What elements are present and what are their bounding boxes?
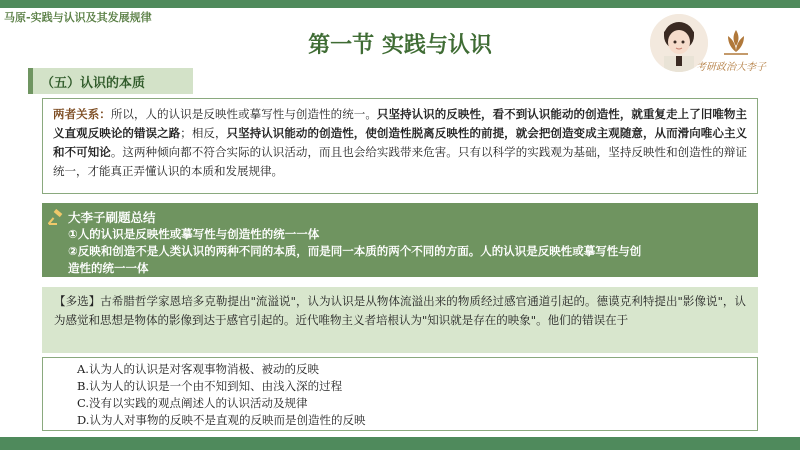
option-b[interactable]: B.认为人的认识是一个由不知到知、由浅入深的过程 [77,379,343,393]
option-c[interactable]: C.没有以实践的观点阐述人的认识活动及规律 [77,396,308,410]
section-heading [28,68,193,94]
breadcrumb: 马原-实践与认识及其发展规律 [4,11,152,24]
summary-title: 大李子刷题总结 [68,210,156,225]
option-d[interactable]: D.认为人对事物的反映不是直观的反映而是创造性的反映 [77,413,366,427]
option-a[interactable]: A.认为人的认识是对客观事物消极、被动的反映 [77,362,319,376]
relation-text-4: 只坚持认识能动的创造性，使创造性脱离反映性的前提，就会把创造变成主观随意，从而滑向唯心主义和不可知论 [53,126,748,159]
options-box [42,357,758,431]
summary-line-3: 造性的统一一体 [68,261,149,275]
summary-line-1: ①人的认识是反映性或摹写性与创造性的统一一体 [68,227,320,241]
relation-text-3: ；相反， [180,126,227,140]
bottom-bar [0,437,800,450]
relation-label: 两者关系： [53,107,111,121]
question-text: 【多选】古希腊哲学家恩培多克勒提出"流溢说"，认为认识是从物体流溢出来的物质经过感官通道引起的。德谟克利特提出"影像说"，认为感觉和思想是物体的影像到达于感官引起的。近代唯物主义者培根认为"知识就是存在的映象"。他们的错误在于 [54,294,746,327]
summary-box [42,203,758,277]
gavel-icon [48,209,64,225]
relation-box [42,98,758,194]
section-label: （五）认识的本质 [41,76,146,91]
relation-text-2: 只坚持认识的反映性，看不到认识能动的创造性，就重复走上了旧唯物主义直观反映论的错误之路 [53,107,748,140]
summary-line-2: ②反映和创造不是人类认识的两种不同的本质，而是同一本质的两个不同的方面。人的认识是反映性或摹写性与创 [68,244,642,258]
relation-text-5: 。这两种倾向都不符合实际的认识活动，而且也会给实践带来危害。只有以科学的实践观为基础，坚持反映性和创造性的辩证统一，才能真正弄懂认识的本质和发展规律。 [53,145,747,178]
page-title: 第一节 实践与认识 [308,32,492,58]
brand-text: 考研政治大李子 [696,62,766,73]
relation-text-1: 所以，人的认识是反映性或摹写性与创造性的统一。 [110,107,377,121]
top-bar [0,0,800,8]
relation-paragraph [53,105,747,181]
question-box [42,287,758,353]
